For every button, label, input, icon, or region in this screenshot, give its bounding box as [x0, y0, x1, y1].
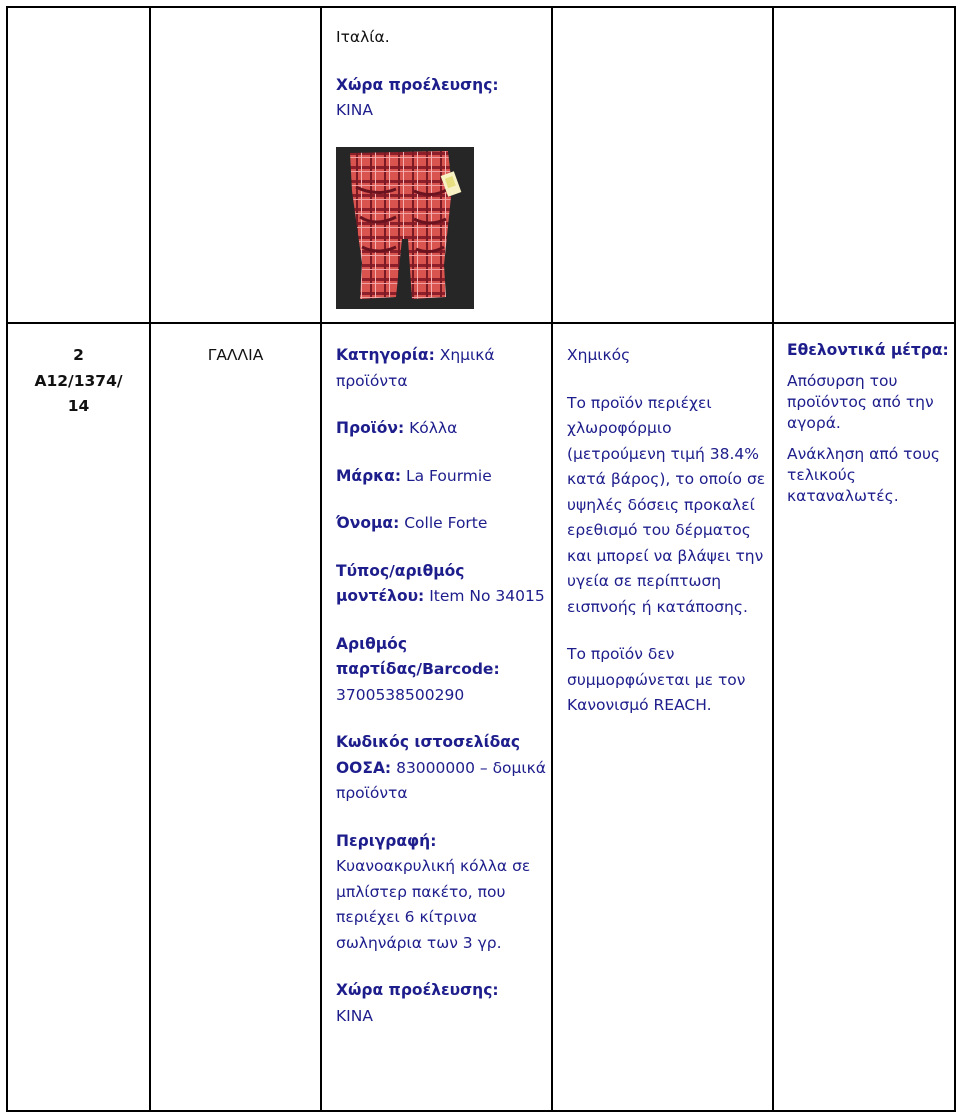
- risk-paragraph-1: Το προϊόν περιέχει χλωροφόρμιο (μετρούμενη τιμή 38.4% κατά βάρος), το οποίο σε υψηλές δόσεις προκαλεί ερεθισμό του δέρματος και μπορεί να βλάψει την υγεία σε περίπτωση εισπνοής ή κατάποσης.: [567, 393, 766, 616]
- risk-cell: [567, 343, 767, 719]
- measures-item-1: Απόσυρση του προϊόντος από την αγορά.: [787, 372, 934, 432]
- col-border-right: [954, 6, 956, 1112]
- top-product-cell: [336, 25, 546, 124]
- name-label: Όνομα:: [336, 514, 400, 532]
- row-code-line2: 14: [67, 397, 90, 415]
- top-text-line: Ιταλία.: [336, 28, 390, 46]
- batch-label: Αριθμός παρτίδας/Barcode:: [336, 634, 500, 678]
- product-cell: [336, 343, 548, 1029]
- measures-cell: [787, 340, 952, 507]
- measures-item-2: Ανάκληση από τους τελικούς καταναλωτές.: [787, 445, 941, 505]
- name-value: Colle Forte: [404, 514, 488, 532]
- model-value: Item No 34015: [429, 587, 545, 605]
- risk-paragraph-2: Το προϊόν δεν συμμορφώνεται με τον Κανονισμό REACH.: [567, 645, 746, 714]
- country-cell: [151, 343, 320, 369]
- batch-value: 3700538500290: [336, 685, 465, 704]
- oecd-value: 83000000 – δομικά προϊόντα: [336, 758, 546, 802]
- brand-label: Μάρκα:: [336, 466, 402, 485]
- origin-value: ΚΙΝΑ: [336, 1006, 373, 1025]
- category-value: Χημικά προϊόντα: [336, 346, 495, 390]
- model-label: Τύπος/αριθμός μοντέλου:: [336, 561, 465, 605]
- description-value: Κυανοακρυλική κόλλα σε μπλίστερ πακέτο, που περιέχει 6 κίτρινα σωληνάρια των 3 γρ.: [336, 857, 531, 952]
- oecd-label: Κωδικός ιστοσελίδας ΟΟΣΑ:: [336, 733, 521, 777]
- row-number: 2: [73, 346, 84, 364]
- row-number-cell: [8, 343, 149, 420]
- origin-label: Χώρα προέλευσης:: [336, 981, 499, 999]
- category-label: Κατηγορία:: [336, 346, 435, 364]
- risk-type: Χημικός: [567, 346, 631, 364]
- row-code-line1: A12/1374/: [34, 371, 123, 390]
- col-border-4: [772, 6, 774, 1112]
- col-border-3: [551, 6, 553, 1112]
- brand-value: La Fourmie: [405, 466, 492, 485]
- top-origin-label: Χώρα προέλευσης:: [336, 75, 499, 94]
- product-label: Προϊόν:: [336, 419, 405, 437]
- col-border-2: [320, 6, 322, 1112]
- country-value: ΓΑΛΛΙΑ: [207, 346, 264, 364]
- col-border-1: [149, 6, 151, 1112]
- description-label: Περιγραφή:: [336, 831, 437, 850]
- product-value: Κόλλα: [409, 419, 458, 437]
- measures-label: Εθελοντικά μέτρα:: [787, 341, 949, 359]
- col-border-left: [6, 6, 8, 1112]
- product-photo: [336, 147, 474, 309]
- top-origin-value: ΚΙΝΑ: [336, 101, 373, 119]
